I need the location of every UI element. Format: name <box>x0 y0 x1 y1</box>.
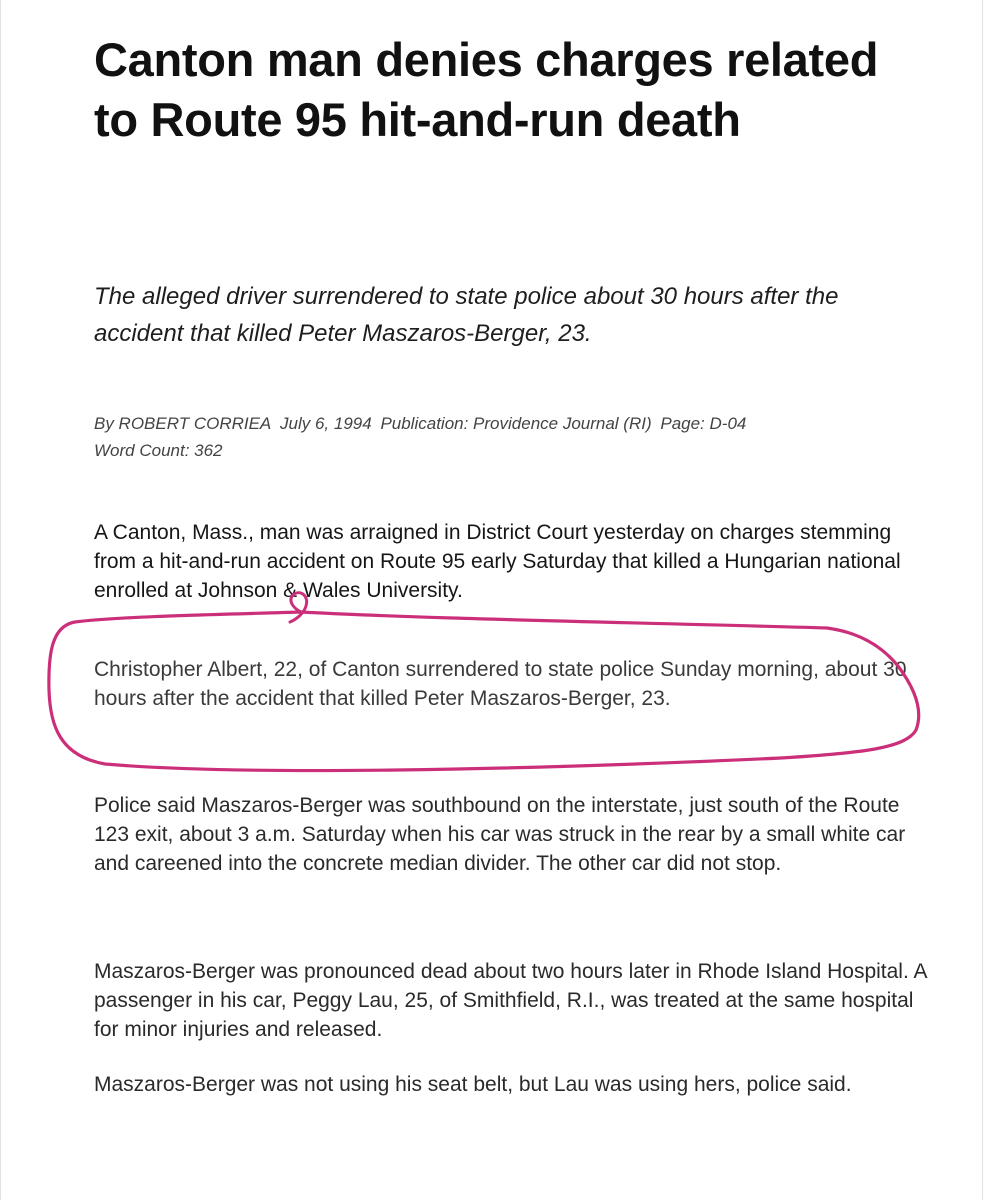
paragraph-3: Police said Maszaros-Berger was southbound on the interstate, just south of the Route 123 exit, about 3 a.m. Saturday when his car was struck in the rear by a small white car and careened into the concrete median divider. The other car did not stop. <box>94 794 906 875</box>
byline-date: July 6, 1994 <box>280 414 372 433</box>
byline-word-count: Word Count: 362 <box>94 441 223 460</box>
paragraph-5: Maszaros-Berger was not using his seat belt, but Lau was using hers, police said. <box>94 1073 852 1096</box>
paragraph-1: A Canton, Mass., man was arraigned in District Court yesterday on charges stemming from a hit-and-run accident on Route 95 early Saturday that killed a Hungarian national enrolled at Johnson & Wales University. <box>94 521 901 602</box>
byline-author: By ROBERT CORRIEA <box>94 414 272 433</box>
article-dek: The alleged driver surrendered to state police about 30 hours after the accident that killed Peter Maszaros-Berger, 23. <box>94 283 839 347</box>
byline <box>94 410 924 464</box>
headline: Canton man denies charges related to Route 95 hit-and-run death <box>94 33 879 146</box>
paragraph-2-highlighted: Christopher Albert, 22, of Canton surrendered to state police Sunday morning, about 30 hours after the accident that killed Peter Maszaros-Berger, 23. <box>94 658 907 710</box>
byline-page: Page: D-04 <box>660 414 747 433</box>
byline-publication: Publication: Providence Journal (RI) <box>380 414 652 433</box>
paragraph-4: Maszaros-Berger was pronounced dead about two hours later in Rhode Island Hospital. A passenger in his car, Peggy Lau, 25, of Smithfield, R.I., was treated at the same hospital for minor injuries and released. <box>94 960 927 1041</box>
